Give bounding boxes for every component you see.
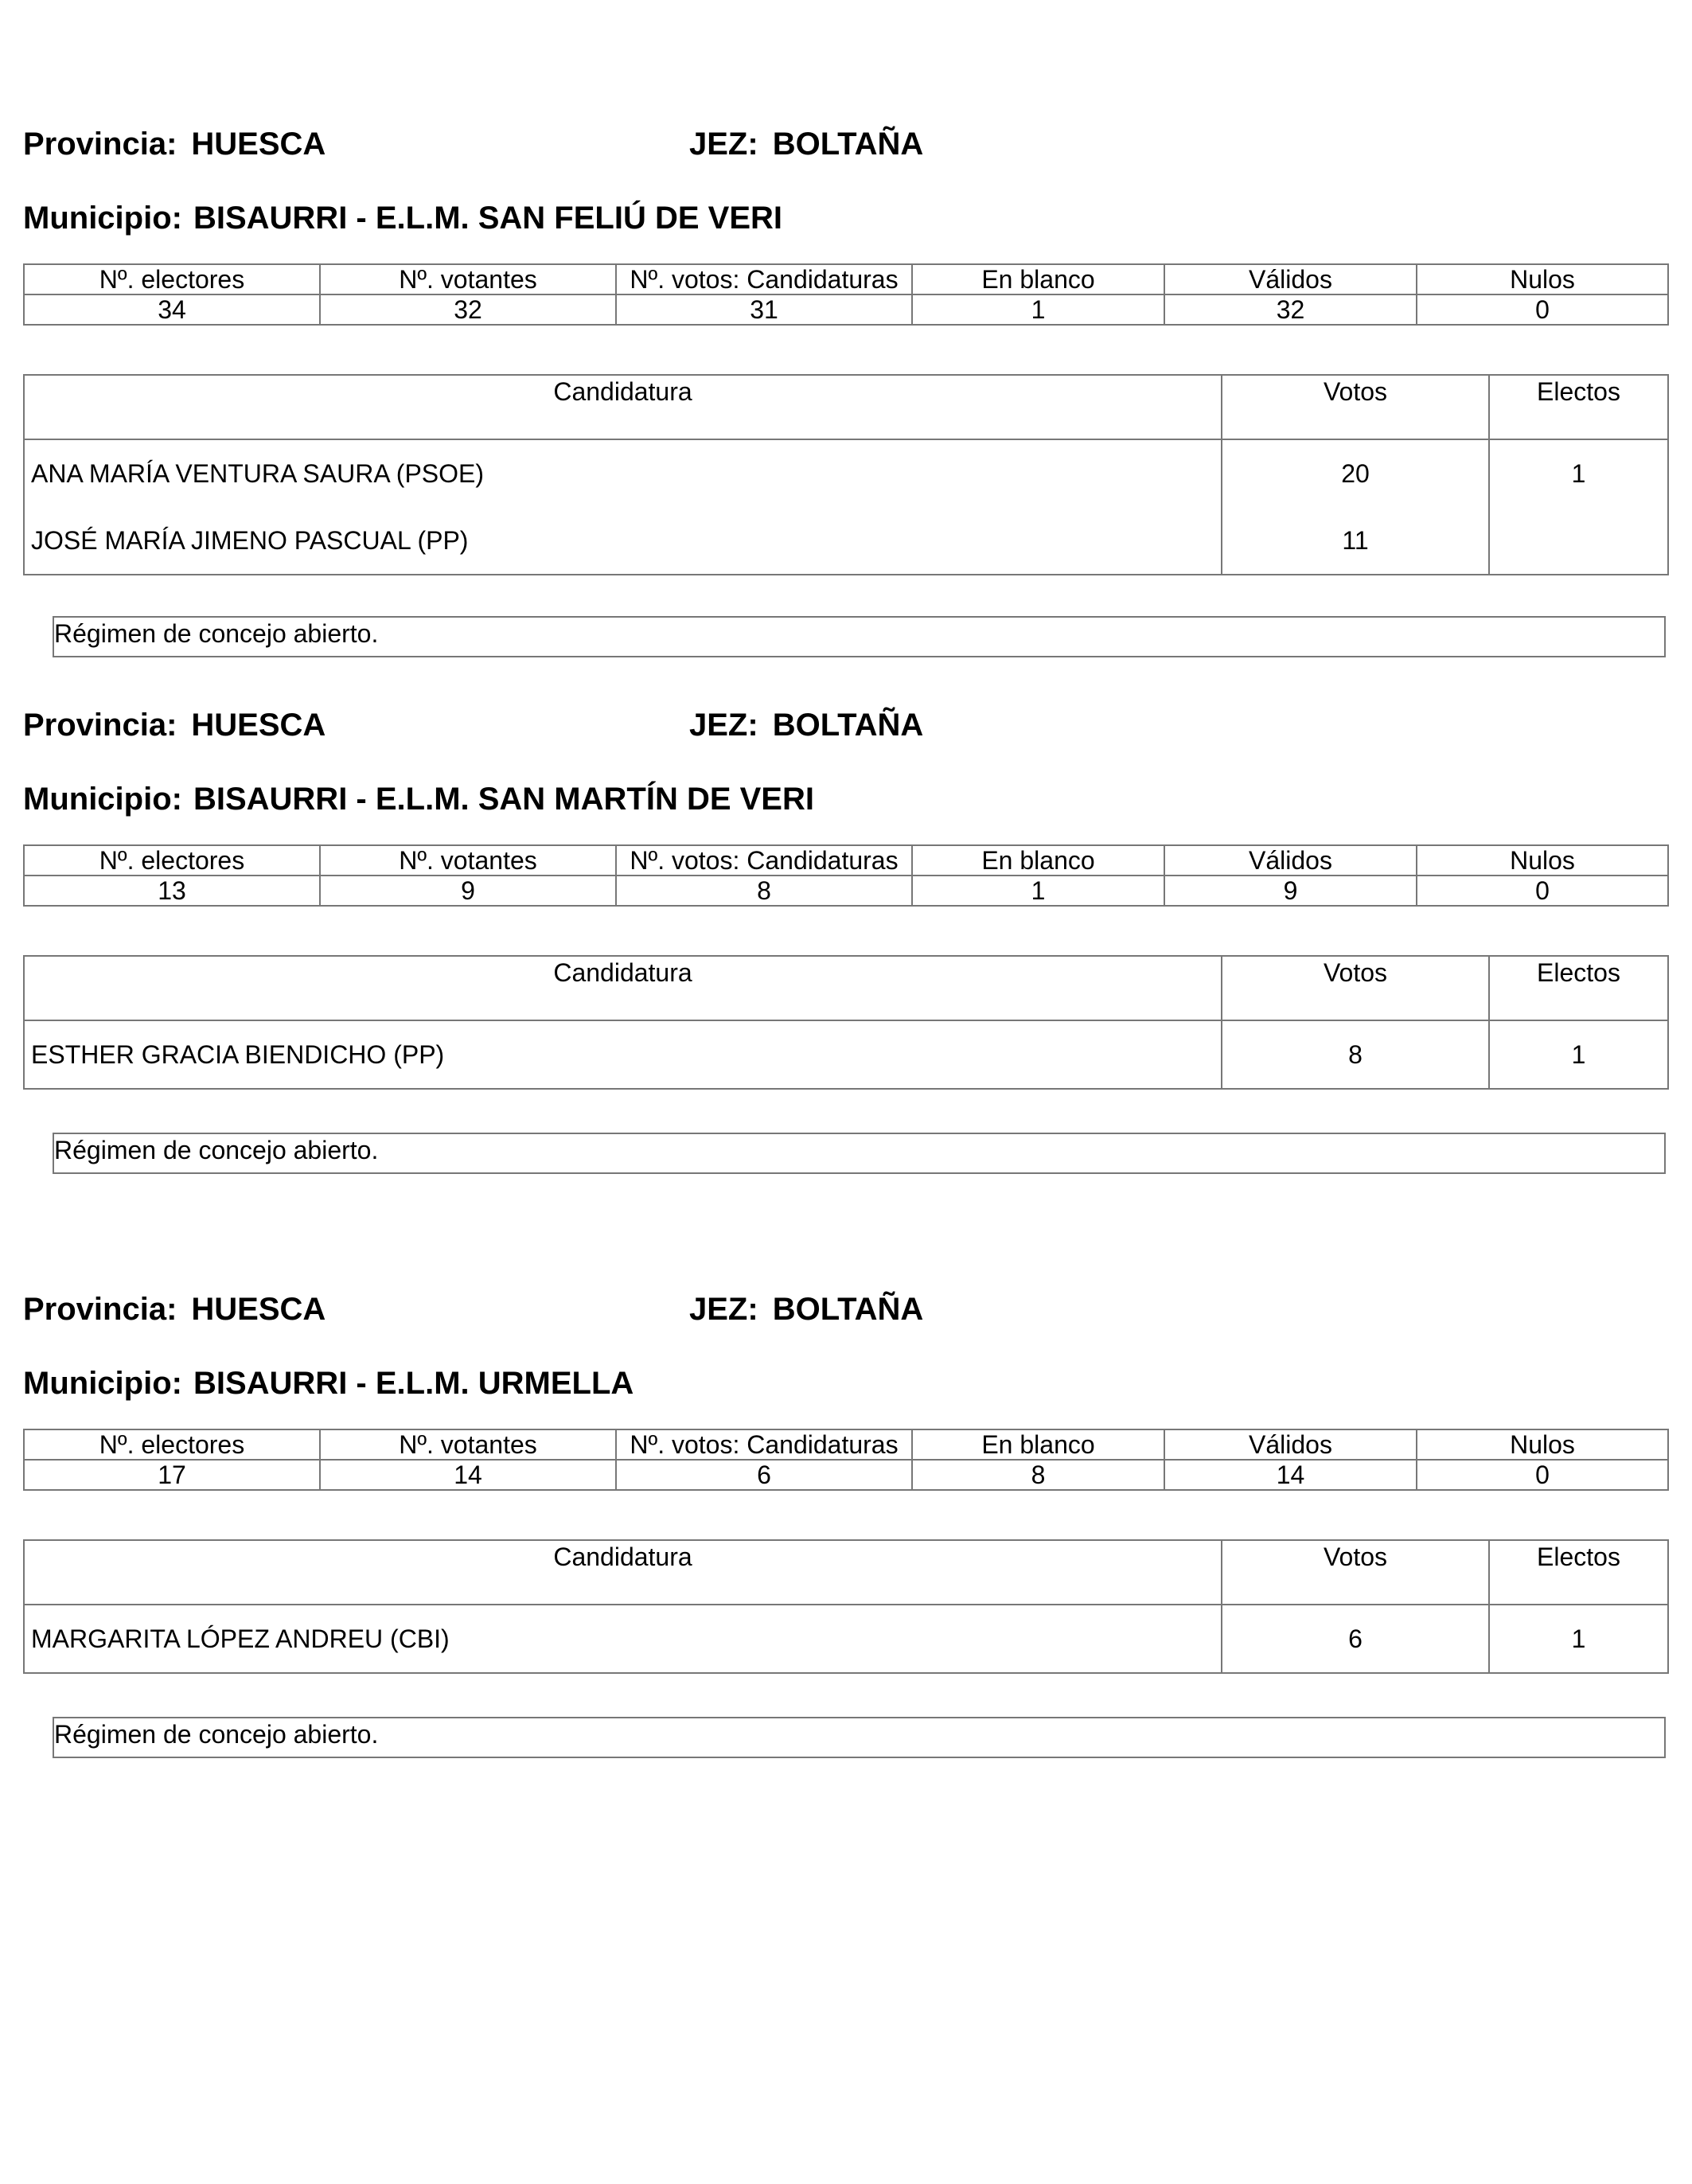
municipio-value: BISAURRI - E.L.M. SAN MARTÍN DE VERI [193, 782, 814, 817]
stats-value-cell: 1 [912, 876, 1164, 906]
jez-value: BOLTAÑA [772, 708, 924, 743]
stats-header-cell: Válidos [1164, 845, 1417, 876]
candidates-header-row [24, 375, 1668, 439]
candidate-row [24, 439, 1668, 507]
stats-value-cell: 8 [616, 876, 912, 906]
municipio-heading [23, 194, 782, 242]
electos-header: Electos [1489, 956, 1668, 1020]
votos-header: Votos [1222, 375, 1489, 439]
stats-header-cell: Nº. votos: Candidaturas [616, 264, 912, 294]
provincia-heading [23, 1285, 326, 1333]
candidate-votes: 20 [1222, 439, 1489, 507]
candidatura-header: Candidatura [24, 375, 1222, 439]
candidates-table [23, 955, 1669, 1090]
stats-value-cell: 32 [320, 294, 616, 325]
stats-value-cell: 0 [1417, 876, 1668, 906]
candidate-votes: 11 [1222, 507, 1489, 575]
regime-note: Régimen de concejo abierto. [53, 1717, 1666, 1758]
votos-header: Votos [1222, 956, 1489, 1020]
candidates-header-row [24, 1540, 1668, 1605]
stats-header-row [24, 264, 1668, 294]
stats-header-cell: Nulos [1417, 264, 1668, 294]
municipio-heading [23, 1359, 634, 1407]
provincia-heading [23, 701, 326, 749]
municipio-label: Municipio: [23, 201, 182, 236]
candidate-row [24, 1020, 1668, 1089]
jez-label: JEZ: [689, 708, 758, 743]
provincia-value: HUESCA [191, 127, 326, 162]
candidatura-header: Candidatura [24, 956, 1222, 1020]
votos-header: Votos [1222, 1540, 1489, 1605]
stats-value-row [24, 1460, 1668, 1490]
stats-header-cell: Nº. votantes [320, 845, 616, 876]
candidate-elected: 1 [1489, 1020, 1668, 1089]
stats-header-row [24, 1429, 1668, 1460]
candidate-name: MARGARITA LÓPEZ ANDREU (CBI) [24, 1605, 1222, 1673]
jez-label: JEZ: [689, 1292, 758, 1327]
candidates-table [23, 1539, 1669, 1674]
candidates-table [23, 374, 1669, 575]
municipio-label: Municipio: [23, 782, 182, 817]
stats-header-cell: En blanco [912, 264, 1164, 294]
stats-table [23, 263, 1669, 326]
provincia-label: Provincia: [23, 708, 177, 743]
stats-value-cell: 14 [1164, 1460, 1417, 1490]
stats-header-row [24, 845, 1668, 876]
jez-value: BOLTAÑA [772, 1292, 924, 1327]
stats-header-cell: Nº. votantes [320, 1429, 616, 1460]
regime-note: Régimen de concejo abierto. [53, 1133, 1666, 1174]
provincia-label: Provincia: [23, 1292, 177, 1327]
stats-value-cell: 8 [912, 1460, 1164, 1490]
provincia-heading [23, 120, 326, 168]
candidate-name: JOSÉ MARÍA JIMENO PASCUAL (PP) [24, 507, 1222, 575]
stats-header-cell: Nº. votos: Candidaturas [616, 845, 912, 876]
provincia-value: HUESCA [191, 1292, 326, 1327]
candidate-votes: 6 [1222, 1605, 1489, 1673]
stats-value-row [24, 294, 1668, 325]
municipio-value: BISAURRI - E.L.M. URMELLA [193, 1366, 634, 1401]
stats-header-cell: Nº. electores [24, 845, 320, 876]
candidate-elected [1489, 507, 1668, 575]
provincia-value: HUESCA [191, 708, 326, 743]
electos-header: Electos [1489, 1540, 1668, 1605]
candidate-name: ANA MARÍA VENTURA SAURA (PSOE) [24, 439, 1222, 507]
candidate-elected: 1 [1489, 439, 1668, 507]
stats-value-cell: 9 [1164, 876, 1417, 906]
jez-value: BOLTAÑA [772, 127, 924, 162]
stats-value-cell: 31 [616, 294, 912, 325]
stats-value-cell: 32 [1164, 294, 1417, 325]
municipio-label: Municipio: [23, 1366, 182, 1401]
jez-heading [689, 120, 923, 168]
candidate-row [24, 507, 1668, 575]
candidate-name: ESTHER GRACIA BIENDICHO (PP) [24, 1020, 1222, 1089]
candidate-elected: 1 [1489, 1605, 1668, 1673]
stats-header-cell: Válidos [1164, 1429, 1417, 1460]
stats-header-cell: Nº. votos: Candidaturas [616, 1429, 912, 1460]
stats-value-cell: 13 [24, 876, 320, 906]
candidate-votes: 8 [1222, 1020, 1489, 1089]
provincia-label: Provincia: [23, 127, 177, 162]
stats-header-cell: Válidos [1164, 264, 1417, 294]
candidates-header-row [24, 956, 1668, 1020]
candidatura-header: Candidatura [24, 1540, 1222, 1605]
jez-label: JEZ: [689, 127, 758, 162]
stats-header-cell: Nº. electores [24, 1429, 320, 1460]
municipio-value: BISAURRI - E.L.M. SAN FELIÚ DE VERI [193, 201, 783, 236]
jez-heading [689, 701, 923, 749]
stats-header-cell: Nulos [1417, 845, 1668, 876]
stats-header-cell: Nº. votantes [320, 264, 616, 294]
stats-header-cell: En blanco [912, 1429, 1164, 1460]
municipio-heading [23, 775, 814, 823]
stats-value-cell: 6 [616, 1460, 912, 1490]
stats-value-cell: 14 [320, 1460, 616, 1490]
stats-header-cell: En blanco [912, 845, 1164, 876]
stats-value-cell: 9 [320, 876, 616, 906]
stats-value-cell: 0 [1417, 1460, 1668, 1490]
stats-header-cell: Nº. electores [24, 264, 320, 294]
jez-heading [689, 1285, 923, 1333]
stats-value-row [24, 876, 1668, 906]
stats-value-cell: 1 [912, 294, 1164, 325]
regime-note: Régimen de concejo abierto. [53, 616, 1666, 657]
stats-table [23, 1429, 1669, 1491]
electos-header: Electos [1489, 375, 1668, 439]
stats-value-cell: 17 [24, 1460, 320, 1490]
stats-header-cell: Nulos [1417, 1429, 1668, 1460]
stats-table [23, 844, 1669, 907]
stats-value-cell: 34 [24, 294, 320, 325]
candidate-row [24, 1605, 1668, 1673]
stats-value-cell: 0 [1417, 294, 1668, 325]
